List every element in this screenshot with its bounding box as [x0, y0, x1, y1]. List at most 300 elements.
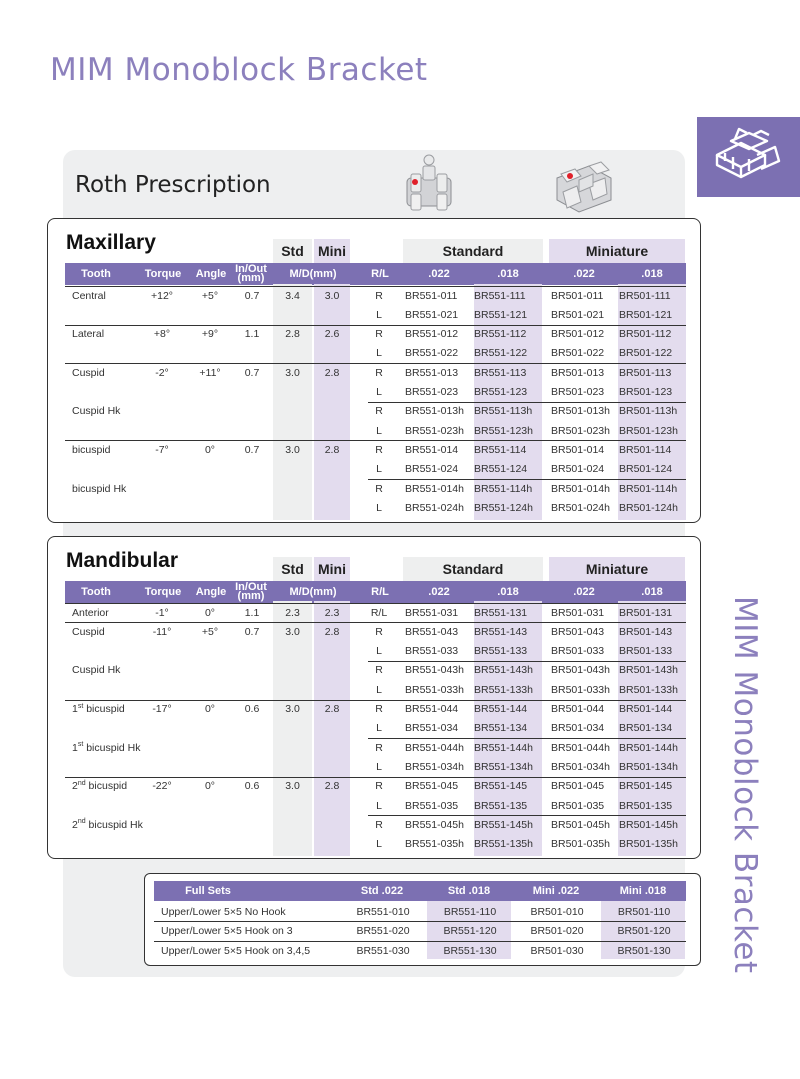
table-cell-std: 3.0 — [285, 625, 300, 638]
table-cell-torque: +12° — [150, 289, 173, 302]
table-cell-angle — [190, 421, 230, 440]
table-cell-tooth: Lateral — [72, 328, 105, 341]
table-cell-angle — [190, 305, 230, 324]
table-cell-torque — [140, 661, 184, 680]
full-sets-cell-mini022: BR501-010 — [530, 905, 584, 918]
table-cell-s022: BR551-034 — [405, 722, 459, 735]
table-cell-rl: R — [375, 780, 383, 793]
table-cell-s022: BR551-044h — [405, 741, 464, 754]
table-cell-mini — [314, 344, 350, 363]
tooth-name: bicuspid Hk — [85, 818, 143, 831]
table-cell-m022: BR501-024 — [551, 463, 605, 476]
table-cell-m018: BR501-113 — [619, 366, 672, 379]
table-cell-s022: BR551-022 — [405, 347, 459, 360]
table-cell-tooth: Cuspid — [72, 625, 105, 638]
table-cell-s018: BR551-131 — [474, 606, 528, 619]
table-cell-s018: BR551-144h — [474, 741, 533, 754]
table-cell-mini — [314, 719, 350, 738]
table-cell-m018: BR501-122 — [619, 347, 673, 360]
table-cell-m018: BR501-113h — [619, 405, 678, 418]
table-cell-m018: BR501-124h — [619, 501, 678, 514]
table-cell-m018: BR501-135h — [619, 838, 678, 851]
table-cell-inout — [234, 305, 270, 324]
table-cell-std — [273, 344, 312, 363]
table-cell-mini: 2.8 — [324, 780, 340, 793]
table-cell-angle — [190, 661, 230, 680]
table-cell-inout — [234, 344, 270, 363]
table-cell-m022: BR501-023 — [551, 386, 605, 398]
table-cell-s018: BR551-113h — [474, 405, 533, 418]
table-cell-s018: BR551-134h — [474, 760, 533, 773]
full-sets-cell-name: Upper/Lower 5×5 No Hook — [161, 905, 286, 918]
column-header-band — [65, 581, 686, 603]
full-sets-cell-std018: BR551-130 — [443, 944, 497, 957]
table-cell-torque — [140, 460, 184, 479]
table-cell-s022: BR551-023h — [405, 424, 464, 437]
table-cell-s018: BR551-134 — [474, 722, 528, 735]
full-sets-cell-name: Upper/Lower 5×5 Hook on 3 — [161, 925, 293, 937]
section-heading: Roth Prescription — [75, 172, 271, 198]
table-cell-mini — [314, 661, 350, 680]
standard-header: Standard — [403, 557, 543, 581]
table-cell-s018: BR551-144 — [474, 703, 528, 715]
table-cell-s022: BR551-043 — [405, 625, 459, 638]
table-cell-inout — [234, 815, 270, 834]
tooth-name: bicuspid — [85, 780, 128, 793]
table-cell-m022: BR501-012 — [551, 328, 605, 341]
table-cell-m018: BR501-144h — [619, 741, 678, 754]
standard-bracket-image — [405, 152, 455, 217]
table-cell-s018: BR551-145 — [474, 780, 528, 793]
table-cell-s022: BR551-045h — [405, 818, 464, 831]
table-cell-s018: BR551-114h — [474, 482, 533, 495]
table-cell-rl: R — [375, 482, 383, 495]
table-cell-m018: BR501-134 — [619, 722, 673, 735]
table-cell-rl: R — [375, 405, 383, 418]
torque-col-header: Torque — [144, 267, 182, 280]
table-cell-s022: BR551-045 — [405, 780, 459, 793]
table-cell-inout: 1.1 — [244, 606, 260, 619]
std-018-col-header: .018 — [497, 585, 519, 598]
table-cell-s018: BR551-135 — [474, 799, 528, 812]
table-cell-angle: +9° — [201, 328, 219, 341]
table-cell-inout: 0.7 — [244, 443, 260, 456]
table-cell-s018: BR551-113 — [474, 366, 527, 379]
table-cell-s018: BR551-111 — [474, 289, 526, 302]
table-cell-rl: R — [375, 328, 383, 341]
table-cell-rl: L — [376, 308, 382, 321]
table-cell-inout: 1.1 — [244, 328, 260, 341]
table-cell-m022: BR501-024h — [551, 501, 610, 514]
row-separator — [368, 402, 686, 403]
table-cell-m018: BR501-145h — [619, 818, 678, 831]
row-separator — [65, 325, 686, 326]
table-cell-std — [273, 305, 312, 324]
full-sets-cell-mini018: BR501-120 — [617, 925, 671, 937]
table-cell-angle — [190, 757, 230, 776]
table-cell-s022: BR551-024 — [405, 463, 459, 476]
table-cell-mini: 2.8 — [324, 366, 340, 379]
table-cell-s018: BR551-123h — [474, 424, 533, 437]
tooth-number: 2 — [72, 780, 78, 793]
table-cell-mini: 2.6 — [324, 328, 340, 341]
table-cell-m022: BR501-045 — [551, 780, 605, 793]
tooth-number: 1 — [72, 741, 78, 754]
table-cell-rl: R — [375, 664, 383, 677]
table-cell-m018: BR501-133h — [619, 683, 678, 696]
full-sets-cell-name: Upper/Lower 5×5 Hook on 3,4,5 — [161, 944, 311, 957]
table-cell-inout — [234, 498, 270, 517]
table-cell-std — [273, 757, 312, 776]
table-cell-std — [273, 719, 312, 738]
table-cell-s022: BR551-034h — [405, 760, 464, 773]
table-cell-rl: L — [376, 760, 382, 773]
table-cell-m018: BR501-112 — [619, 328, 672, 341]
side-tab — [697, 117, 800, 197]
full-sets-cell-mini022: BR501-030 — [530, 944, 584, 957]
table-cell-m022: BR501-014 — [551, 443, 605, 456]
table-cell-m022: BR501-031 — [551, 606, 605, 619]
table-cell-m022: BR501-013h — [551, 405, 610, 418]
table-cell-s022: BR551-035 — [405, 799, 459, 812]
row-separator — [368, 738, 686, 739]
table-cell-s022: BR551-024h — [405, 501, 464, 514]
table-cell-torque: -2° — [155, 366, 169, 379]
table-cell-std: 3.0 — [285, 443, 300, 456]
table-cell-m018: BR501-123 — [619, 386, 673, 398]
table-cell-m022: BR501-043h — [551, 664, 610, 677]
table-cell-std: 3.0 — [285, 703, 300, 715]
std-header: Std — [273, 239, 312, 263]
table-cell-std — [273, 498, 312, 517]
full-sets-table — [144, 873, 701, 966]
table-cell-m018: BR501-124 — [619, 463, 673, 476]
miniature-header: Miniature — [549, 239, 685, 263]
table-cell-inout — [234, 479, 270, 498]
table-cell-torque: -1° — [155, 606, 169, 619]
table-cell-s018: BR551-124h — [474, 501, 533, 514]
table-cell-rl: L — [376, 722, 382, 735]
table-cell-mini: 2.3 — [324, 606, 340, 619]
table-cell-m022: BR501-023h — [551, 424, 610, 437]
full-sets-header-band — [154, 881, 686, 901]
table-cell-rl: L — [376, 799, 382, 812]
standard-header: Standard — [403, 239, 543, 263]
tooth-col-header: Tooth — [81, 585, 111, 598]
mini-header: Mini — [314, 557, 350, 581]
row-separator — [368, 661, 686, 662]
table-cell-torque — [140, 498, 184, 517]
mini-022-col-header: .022 — [573, 267, 595, 280]
table-cell-mini — [314, 680, 350, 699]
table-cell-angle: 0° — [204, 703, 216, 715]
table-cell-torque: -17° — [152, 703, 172, 715]
table-cell-mini — [314, 796, 350, 815]
table-cell-rl: R — [375, 703, 383, 715]
table-cell-std — [273, 796, 312, 815]
table-cell-angle — [190, 835, 230, 854]
table-cell-s018: BR551-121 — [474, 308, 528, 321]
tooth-number: 1 — [72, 703, 78, 715]
table-cell-tooth: Central — [72, 289, 106, 302]
table-cell-std: 3.4 — [285, 289, 300, 302]
table-cell-m022: BR501-044h — [551, 741, 610, 754]
std-022-col-header: .022 — [428, 585, 450, 598]
mini-022-col-header: .022 — [573, 585, 595, 598]
table-cell-mini — [314, 642, 350, 661]
table-cell-inout — [234, 642, 270, 661]
table-cell-rl: L — [376, 424, 382, 437]
table-cell-std — [273, 642, 312, 661]
table-cell-inout — [234, 738, 270, 757]
table-cell-torque — [140, 815, 184, 834]
table-cell-s022: BR551-013 — [405, 366, 459, 379]
std-022-col-header: .022 — [428, 267, 450, 280]
rl-col-header: R/L — [371, 267, 389, 280]
row-separator — [368, 479, 686, 480]
inout-col-header: In/Out (mm) — [235, 263, 267, 284]
table-cell-mini — [314, 402, 350, 421]
table-cell-angle — [190, 479, 230, 498]
table-cell-mini — [314, 421, 350, 440]
table-cell-m022: BR501-011 — [551, 289, 604, 302]
table-cell-mini: 2.8 — [324, 703, 340, 715]
table-cell-rl: L — [376, 501, 382, 514]
table-cell-s022: BR551-013h — [405, 405, 464, 418]
table-cell-torque — [140, 835, 184, 854]
table-cell-inout — [234, 402, 270, 421]
table-cell-s018: BR551-143h — [474, 664, 533, 677]
table-cell-angle — [190, 719, 230, 738]
table-cell-rl: L — [376, 838, 382, 851]
table-cell-std: 2.8 — [285, 328, 300, 341]
table-cell-inout: 0.7 — [244, 366, 260, 379]
std-018-col-header: Std .018 — [447, 884, 491, 897]
table-cell-m018: BR501-114 — [619, 443, 672, 456]
table-cell-inout — [234, 421, 270, 440]
table-cell-s018: BR551-112 — [474, 328, 527, 341]
tooth-col-header: Tooth — [81, 267, 111, 280]
table-cell-m018: BR501-145 — [619, 780, 673, 793]
table-cell-torque — [140, 757, 184, 776]
table-cell-rl: R/L — [370, 606, 388, 619]
table-cell-tooth: Cuspid Hk — [72, 664, 121, 677]
mini-018-col-header: .018 — [641, 267, 663, 280]
table-cell-s022: BR551-014 — [405, 443, 459, 456]
table-cell-rl: R — [375, 289, 383, 302]
mini-bracket-image — [553, 156, 615, 218]
table-cell-angle — [190, 383, 230, 402]
mandibular-title: Mandibular — [66, 549, 179, 572]
table-cell-rl: R — [375, 625, 383, 638]
table-cell-mini — [314, 498, 350, 517]
table-cell-inout — [234, 719, 270, 738]
side-title: MIM Monoblock Bracket — [727, 596, 763, 974]
std-header: Std — [273, 557, 312, 581]
mandibular-table — [47, 536, 701, 859]
table-cell-angle — [190, 344, 230, 363]
table-cell-m018: BR501-134h — [619, 760, 678, 773]
row-separator — [65, 286, 686, 287]
table-cell-rl: L — [376, 463, 382, 476]
table-cell-m022: BR501-033 — [551, 645, 605, 658]
table-cell-s022: BR551-043h — [405, 664, 464, 677]
maxillary-title: Maxillary — [66, 231, 156, 254]
table-cell-std — [273, 815, 312, 834]
table-cell-std — [273, 661, 312, 680]
table-cell-m018: BR501-144 — [619, 703, 673, 715]
table-cell-m018: BR501-114h — [619, 482, 678, 495]
table-cell-m022: BR501-043 — [551, 625, 605, 638]
table-cell-torque — [140, 402, 184, 421]
table-cell-inout — [234, 661, 270, 680]
table-cell-mini — [314, 757, 350, 776]
table-cell-s022: BR551-012 — [405, 328, 459, 341]
table-cell-s018: BR551-133h — [474, 683, 533, 696]
row-separator — [368, 815, 686, 816]
table-cell-torque — [140, 719, 184, 738]
full-sets-cell-mini018: BR501-130 — [617, 944, 671, 957]
table-cell-torque — [140, 344, 184, 363]
table-cell-angle: 0° — [204, 443, 216, 456]
table-cell-torque: -22° — [152, 780, 172, 793]
table-cell-m022: BR501-045h — [551, 818, 610, 831]
table-cell-tooth: Anterior — [72, 606, 109, 619]
table-cell-std — [273, 421, 312, 440]
page-title: MIM Monoblock Bracket — [50, 52, 428, 88]
table-cell-angle — [190, 402, 230, 421]
table-cell-torque: +8° — [153, 328, 171, 341]
table-cell-torque — [140, 642, 184, 661]
table-cell-angle: 0° — [204, 780, 216, 793]
table-cell-s022: BR551-033 — [405, 645, 459, 658]
table-cell-s022: BR551-031 — [405, 606, 459, 619]
table-cell-mini: 3.0 — [324, 289, 340, 302]
table-cell-s018: BR551-123 — [474, 386, 528, 398]
table-cell-mini — [314, 305, 350, 324]
full-sets-cell-mini022: BR501-020 — [530, 925, 584, 937]
stacked-bracket-icon — [711, 125, 785, 189]
table-cell-rl: R — [375, 818, 383, 831]
table-cell-rl: L — [376, 386, 382, 398]
table-cell-s022: BR551-011 — [405, 289, 458, 302]
table-cell-m022: BR501-034 — [551, 722, 605, 735]
table-cell-std — [273, 835, 312, 854]
table-cell-s018: BR551-114 — [474, 443, 527, 456]
table-cell-rl: R — [375, 741, 383, 754]
angle-col-header: Angle — [195, 585, 227, 598]
tooth-name: bicuspid Hk — [83, 741, 141, 754]
table-cell-s018: BR551-122 — [474, 347, 528, 360]
table-cell-m018: BR501-111 — [619, 289, 671, 302]
row-separator — [65, 603, 686, 604]
table-cell-torque: -11° — [152, 625, 172, 638]
ordinal-suffix: nd — [77, 818, 86, 826]
table-cell-m018: BR501-135 — [619, 799, 673, 812]
table-cell-m018: BR501-133 — [619, 645, 673, 658]
table-cell-mini — [314, 479, 350, 498]
table-cell-s018: BR551-145h — [474, 818, 533, 831]
table-cell-m022: BR501-022 — [551, 347, 605, 360]
table-cell-s018: BR551-135h — [474, 838, 533, 851]
table-cell-mini — [314, 815, 350, 834]
table-cell-angle — [190, 680, 230, 699]
table-cell-m018: BR501-121 — [619, 308, 673, 321]
ordinal-suffix: st — [77, 741, 84, 749]
table-cell-mini — [314, 383, 350, 402]
table-cell-s022: BR551-014h — [405, 482, 464, 495]
table-cell-std — [273, 680, 312, 699]
rl-col-header: R/L — [371, 585, 389, 598]
table-cell-inout: 0.6 — [244, 780, 260, 793]
table-cell-std — [273, 479, 312, 498]
table-cell-std: 2.3 — [285, 606, 300, 619]
tooth-number: 2 — [72, 818, 78, 831]
row-separator — [65, 440, 686, 441]
table-cell-angle — [190, 815, 230, 834]
row-separator — [65, 622, 686, 623]
table-cell-m022: BR501-034h — [551, 760, 610, 773]
table-cell-torque — [140, 680, 184, 699]
table-cell-angle: +5° — [201, 625, 219, 638]
full-sets-cell-std018: BR551-120 — [443, 925, 497, 937]
table-cell-mini — [314, 738, 350, 757]
table-cell-m022: BR501-035h — [551, 838, 610, 851]
table-cell-tooth: bicuspid Hk — [72, 482, 127, 495]
table-cell-angle: 0° — [204, 606, 216, 619]
table-cell-std: 3.0 — [285, 366, 300, 379]
table-cell-m018: BR501-143 — [619, 625, 673, 638]
ordinal-suffix: nd — [77, 779, 86, 787]
mini-022-col-header: Mini .022 — [532, 884, 580, 897]
table-cell-m022: BR501-033h — [551, 683, 610, 696]
table-cell-inout: 0.6 — [244, 703, 260, 715]
table-cell-rl: L — [376, 347, 382, 360]
table-cell-inout: 0.7 — [244, 625, 260, 638]
table-cell-m018: BR501-143h — [619, 664, 678, 677]
table-cell-std — [273, 402, 312, 421]
table-cell-m022: BR501-014h — [551, 482, 610, 495]
table-cell-m022: BR501-021 — [551, 308, 605, 321]
table-cell-s018: BR551-124 — [474, 463, 528, 476]
table-cell-angle: +11° — [199, 366, 221, 379]
table-cell-m022: BR501-035 — [551, 799, 605, 812]
table-cell-m022: BR501-044 — [551, 703, 605, 715]
table-cell-torque — [140, 383, 184, 402]
full-sets-col-header: Full Sets — [185, 884, 231, 897]
md-col-header: M/D(mm) — [289, 267, 337, 280]
row-separator — [65, 700, 686, 701]
table-cell-s018: BR551-133 — [474, 645, 528, 658]
table-cell-mini — [314, 835, 350, 854]
table-cell-mini: 2.8 — [324, 443, 340, 456]
std-018-col-header: .018 — [497, 267, 519, 280]
table-cell-angle: +5° — [201, 289, 219, 302]
table-cell-m018: BR501-123h — [619, 424, 678, 437]
miniature-header: Miniature — [549, 557, 685, 581]
table-cell-s022: BR551-033h — [405, 683, 464, 696]
table-cell-mini — [314, 460, 350, 479]
full-sets-cell-std018: BR551-110 — [443, 905, 497, 918]
full-sets-cell-std022: BR551-030 — [356, 944, 410, 957]
table-cell-torque: -7° — [155, 443, 169, 456]
table-cell-angle — [190, 460, 230, 479]
std-022-col-header: Std .022 — [360, 884, 404, 897]
tooth-name: bicuspid — [83, 703, 125, 715]
inout-col-header: In/Out (mm) — [235, 581, 267, 602]
angle-col-header: Angle — [195, 267, 227, 280]
torque-col-header: Torque — [144, 585, 182, 598]
